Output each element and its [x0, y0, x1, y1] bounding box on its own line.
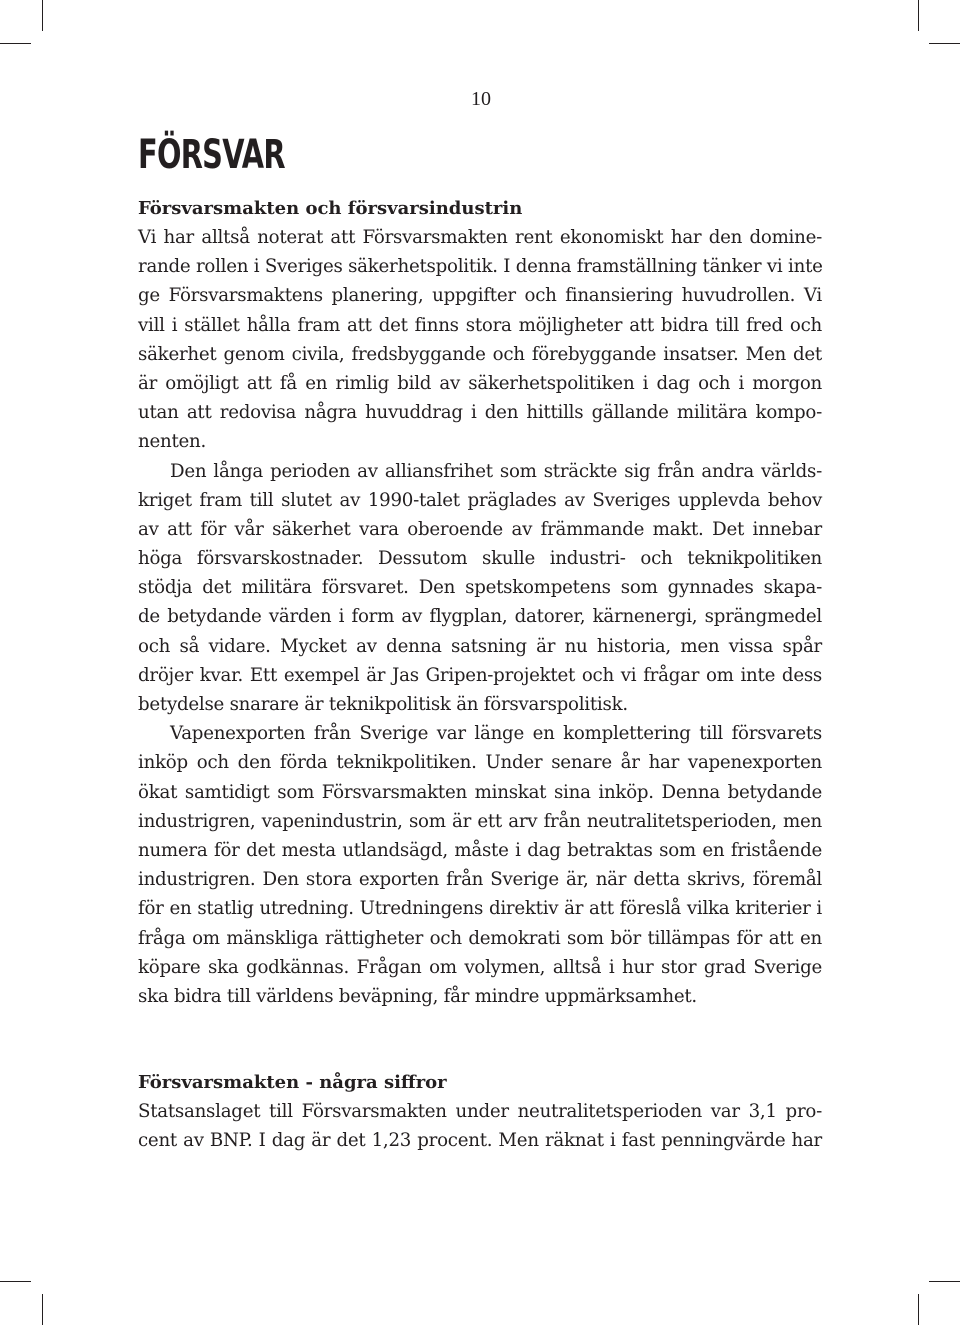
text-line: fråga om mänskliga rättigheter och demokrati som bör tillämpas för att en: [138, 927, 822, 949]
text-line: stödja det militära försvaret. Den spetskompetens som gynnades skapa-: [138, 577, 822, 599]
text-line: av att för vår säkerhet vara oberoende av främmande makt. Det innebar: [138, 518, 822, 540]
section-forsvarsindustrin: [138, 194, 822, 1011]
crop-mark: [929, 43, 960, 44]
text-line: och så vidare. Mycket av denna satsning är nu historia, men vissa spår: [138, 635, 822, 657]
text-line: kriget fram till slutet av 1990-talet präglades av Sveriges upplevda behov: [138, 489, 822, 511]
text-line: industrigren, vapenindustrin, som är ett arv från neutralitetsperioden, men: [138, 810, 822, 832]
text-line: är omöjligt att få en rimlig bild av säkerhetspolitiken i dag och i morgon: [138, 372, 822, 394]
crop-mark: [0, 43, 31, 44]
text-line: inköp och den förda teknikpolitiken. Under senare år har vapenexporten: [138, 752, 822, 774]
crop-mark: [42, 1294, 43, 1325]
text-line: ökat samtidigt som Försvarsmakten minskat sina inköp. Denna betydande: [138, 781, 822, 803]
text-line: Vapenexporten från Sverige var länge en komplettering till försvarets: [170, 723, 822, 745]
page-number: 10: [471, 88, 491, 110]
text-line: säkerhet genom civila, fredsbyggande och förebyggande insatser. Men det: [138, 343, 822, 365]
text-line: köpare ska godkännas. Frågan om volymen, alltså i hur stor grad Sverige: [138, 956, 822, 978]
section-body: [138, 1097, 822, 1155]
text-line: vill i stället hålla fram att det finns stora möjligheter att bidra till fred och: [138, 314, 822, 336]
text-line: numera för det mesta utlandsägd, måste i dag betraktas som en fristående: [138, 839, 822, 861]
crop-mark: [0, 1281, 31, 1282]
chapter-title: FÖRSVAR: [138, 132, 285, 178]
text-line: ge Försvarsmaktens planering, uppgifter och finansiering huvudrollen. Vi: [138, 285, 822, 307]
crop-mark: [929, 1281, 960, 1282]
text-line: Den långa perioden av alliansfrihet som sträckte sig från andra världs-: [170, 460, 822, 482]
section-siffror: [138, 1068, 822, 1155]
text-line: nenten.: [138, 431, 207, 453]
section-body: [138, 223, 822, 1011]
text-line: för en statlig utredning. Utredningens direktiv är att föreslå vilka kriterier i: [138, 898, 822, 920]
section-heading: Försvarsmakten - några siffror: [138, 1072, 447, 1093]
text-line: utan att redovisa några huvuddrag i den hittills gällande militära kompo-: [138, 402, 822, 424]
text-line: ska bidra till världens beväpning, får mindre uppmärksamhet.: [138, 985, 697, 1007]
text-line: Statsanslaget till Försvarsmakten under neutralitetsperioden var 3,1 pro-: [138, 1101, 822, 1122]
text-line: Vi har alltså noterat att Försvarsmakten rent ekonomiskt har den domine-: [138, 227, 822, 248]
crop-mark: [918, 0, 919, 31]
text-line: dröjer kvar. Ett exempel är Jas Gripen-projektet och vi frågar om inte dess: [138, 664, 822, 686]
crop-mark: [42, 0, 43, 31]
crop-mark: [918, 1294, 919, 1325]
section-heading: Försvarsmakten och försvarsindustrin: [138, 198, 523, 219]
text-line: de betydande värden i form av flygplan, datorer, kärnenergi, sprängmedel: [138, 606, 822, 628]
text-line: betydelse snarare är teknikpolitisk än försvarspolitisk.: [138, 694, 628, 715]
text-line: industrigren. Den stora exporten från Sverige är, när detta skrivs, föremål: [138, 869, 822, 891]
text-line: cent av BNP. I dag är det 1,23 procent. Men räknat i fast penningvärde har: [138, 1130, 822, 1152]
text-line: rande rollen i Sveriges säkerhetspolitik. I denna framställning tänker vi inte: [138, 256, 823, 278]
text-line: höga försvarskostnader. Dessutom skulle industri- och teknikpolitiken: [138, 548, 822, 570]
